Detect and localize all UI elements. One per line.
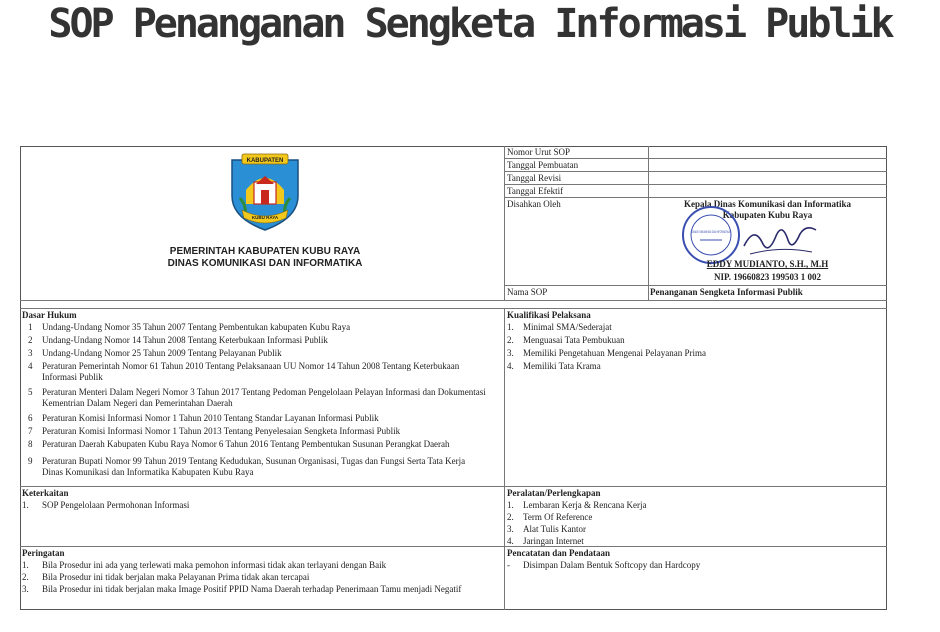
list-item-number: 4.	[507, 536, 514, 546]
divider	[20, 486, 887, 487]
approver-title-2: Kabupaten Kubu Raya	[722, 210, 813, 220]
nama-sop-value: Penanganan Sengketa Informasi Publik	[650, 287, 803, 297]
list-item-text: Bila Prosedur ini tidak berjalan maka Image Positif PPID Nama Daerah terhadap Penerimaan Tamu menjadi Negatif	[42, 584, 462, 594]
field-disahkan-oleh: Disahkan Oleh	[507, 199, 561, 209]
kualifikasi-heading: Kualifikasi Pelaksana	[507, 310, 591, 320]
official-stamp	[680, 204, 742, 266]
field-tanggal-revisi: Tanggal Revisi	[507, 173, 562, 183]
divider	[504, 146, 505, 300]
peringatan-heading: Peringatan	[22, 548, 65, 558]
list-item-text: Undang-Undang Nomor 35 Tahun 2007 Tentang Pembentukan kabupaten Kubu Raya	[42, 322, 351, 332]
list-item-text: Informasi Publik	[42, 372, 103, 382]
list-item-number: 3.	[22, 584, 29, 594]
list-item-number: 4.	[507, 361, 514, 371]
list-item-number: 3	[28, 348, 33, 358]
divider	[20, 308, 887, 309]
divider	[504, 171, 887, 172]
list-item-text: Menguasai Tata Pembukuan	[523, 335, 625, 345]
peralatan-heading: Peralatan/Perlengkapan	[507, 488, 601, 498]
list-item-text: Undang-Undang Nomor 14 Tahun 2008 Tentang Keterbukaan Informasi Publik	[42, 335, 328, 345]
kubu-raya-emblem	[226, 152, 304, 232]
list-item-number: 2.	[507, 512, 514, 522]
list-item-number: 1.	[507, 322, 514, 332]
divider	[504, 158, 887, 159]
list-item-text: Memiliki Pengetahuan Mengenai Pelayanan Prima	[523, 348, 706, 358]
divider	[20, 546, 887, 547]
list-item-text: Memiliki Tata Krama	[523, 361, 601, 371]
list-item-text: Undang-Undang Nomor 25 Tahun 2009 Tentang Pelayanan Publik	[42, 348, 282, 358]
divider	[504, 285, 887, 286]
list-item-number: 5	[28, 387, 33, 397]
stamp-text: DINAS KOMUNIKASI DAN INFORMATIKA	[692, 229, 731, 234]
divider	[504, 184, 887, 185]
list-item-text: Disimpan Dalam Bentuk Softcopy dan Hardcopy	[523, 560, 701, 570]
list-item-number: -	[507, 560, 510, 570]
emblem-motto-text: KUBU RAYA	[251, 215, 279, 220]
list-item-number: 2.	[22, 572, 29, 582]
list-item-number: 9	[28, 456, 33, 466]
list-item-number: 3.	[507, 524, 514, 534]
approver-name: EDDY MUDIANTO, S.H., M.H	[706, 259, 829, 269]
list-item-text: Peraturan Daerah Kabupaten Kubu Raya Nomor 6 Tahun 2016 Tentang Pembentukan Susunan Perangkat Daerah	[42, 439, 450, 449]
divider	[20, 300, 887, 301]
emblem-banner-text: KABUPATEN	[246, 158, 284, 164]
keterkaitan-heading: Keterkaitan	[22, 488, 69, 498]
list-item-text: Bila Prosedur ini ada yang terlewati maka pemohon informasi tidak akan terlayani dengan Baik	[42, 560, 387, 570]
list-item-text: Alat Tulis Kantor	[523, 524, 587, 534]
field-tanggal-pembuatan: Tanggal Pembuatan	[507, 160, 579, 170]
divider	[504, 197, 887, 198]
list-item-text: Jaringan Internet	[523, 536, 584, 546]
list-item-number: 1.	[507, 500, 514, 510]
list-item-number: 7	[28, 426, 33, 436]
org-line-2: DINAS KOMUNIKASI DAN INFORMATIKA	[167, 258, 363, 269]
list-item-text: Minimal SMA/Sederajat	[523, 322, 612, 332]
page-title: SOP Penanganan Sengketa Informasi Publik	[48, 1, 892, 47]
list-item-text: Peraturan Bupati Nomor 99 Tahun 2019 Tentang Kedudukan, Susunan Organisasi, Tugas dan Fungsi Serta Tata Kerja	[42, 456, 466, 466]
list-item-number: 4	[28, 361, 33, 371]
list-item-text: Peraturan Komisi Informasi Nomor 1 Tahun 2010 Tentang Standar Layanan Informasi Publik	[42, 413, 379, 423]
list-item-text: Dinas Komunikasi dan Informatika Kabupaten Kubu Raya	[42, 467, 254, 477]
org-line-1: PEMERINTAH KABUPATEN KUBU RAYA	[169, 246, 361, 257]
field-nomor-urut: Nomor Urut SOP	[507, 147, 571, 157]
list-item-number: 6	[28, 413, 33, 423]
list-item-text: Peraturan Menteri Dalam Negeri Nomor 3 Tahun 2017 Tentang Pedoman Pengelolaan Pelayan Informasi dan Dokumentasi	[42, 387, 486, 397]
sop-document	[20, 146, 887, 610]
list-item-number: 1	[28, 322, 33, 332]
list-item-number: 1.	[22, 500, 29, 510]
list-item-number: 3.	[507, 348, 514, 358]
field-tanggal-efektif: Tanggal Efektif	[507, 186, 564, 196]
field-nama-sop: Nama SOP	[507, 287, 548, 297]
approver-nip: NIP. 19660823 199503 1 002	[714, 272, 821, 282]
list-item-text: Peraturan Komisi Informasi Nomor 1 Tahun 2013 Tentang Penyelesaian Sengketa Informasi Publik	[42, 426, 401, 436]
approver-title-1: Kepala Dinas Komunikasi dan Informatika	[683, 199, 852, 209]
divider	[504, 308, 505, 610]
list-item-text: Lembaran Kerja & Rencana Kerja	[523, 500, 647, 510]
list-item-number: 1.	[22, 560, 29, 570]
list-item-text: Peraturan Pemerintah Nomor 61 Tahun 2010 Tentang Pelaksanaan UU Nomor 14 Tahun 2008 Tentang Keterbukaan	[42, 361, 460, 371]
list-item-text: Term Of Reference	[523, 512, 593, 522]
list-item-text: SOP Pengelolaan Permohonan Informasi	[42, 500, 190, 510]
list-item-number: 2	[28, 335, 33, 345]
list-item-text: Bila Prosedur ini tidak berjalan maka Pelayanan Prima tidak akan tercapai	[42, 572, 310, 582]
list-item-number: 8	[28, 439, 33, 449]
list-item-number: 2.	[507, 335, 514, 345]
dasar-hukum-heading: Dasar Hukum	[22, 310, 77, 320]
list-item-text: Kementrian Dalam Negeri dan Pemerintahan Daerah	[42, 398, 233, 408]
pencatatan-heading: Pencatatan dan Pendataan	[507, 548, 611, 558]
